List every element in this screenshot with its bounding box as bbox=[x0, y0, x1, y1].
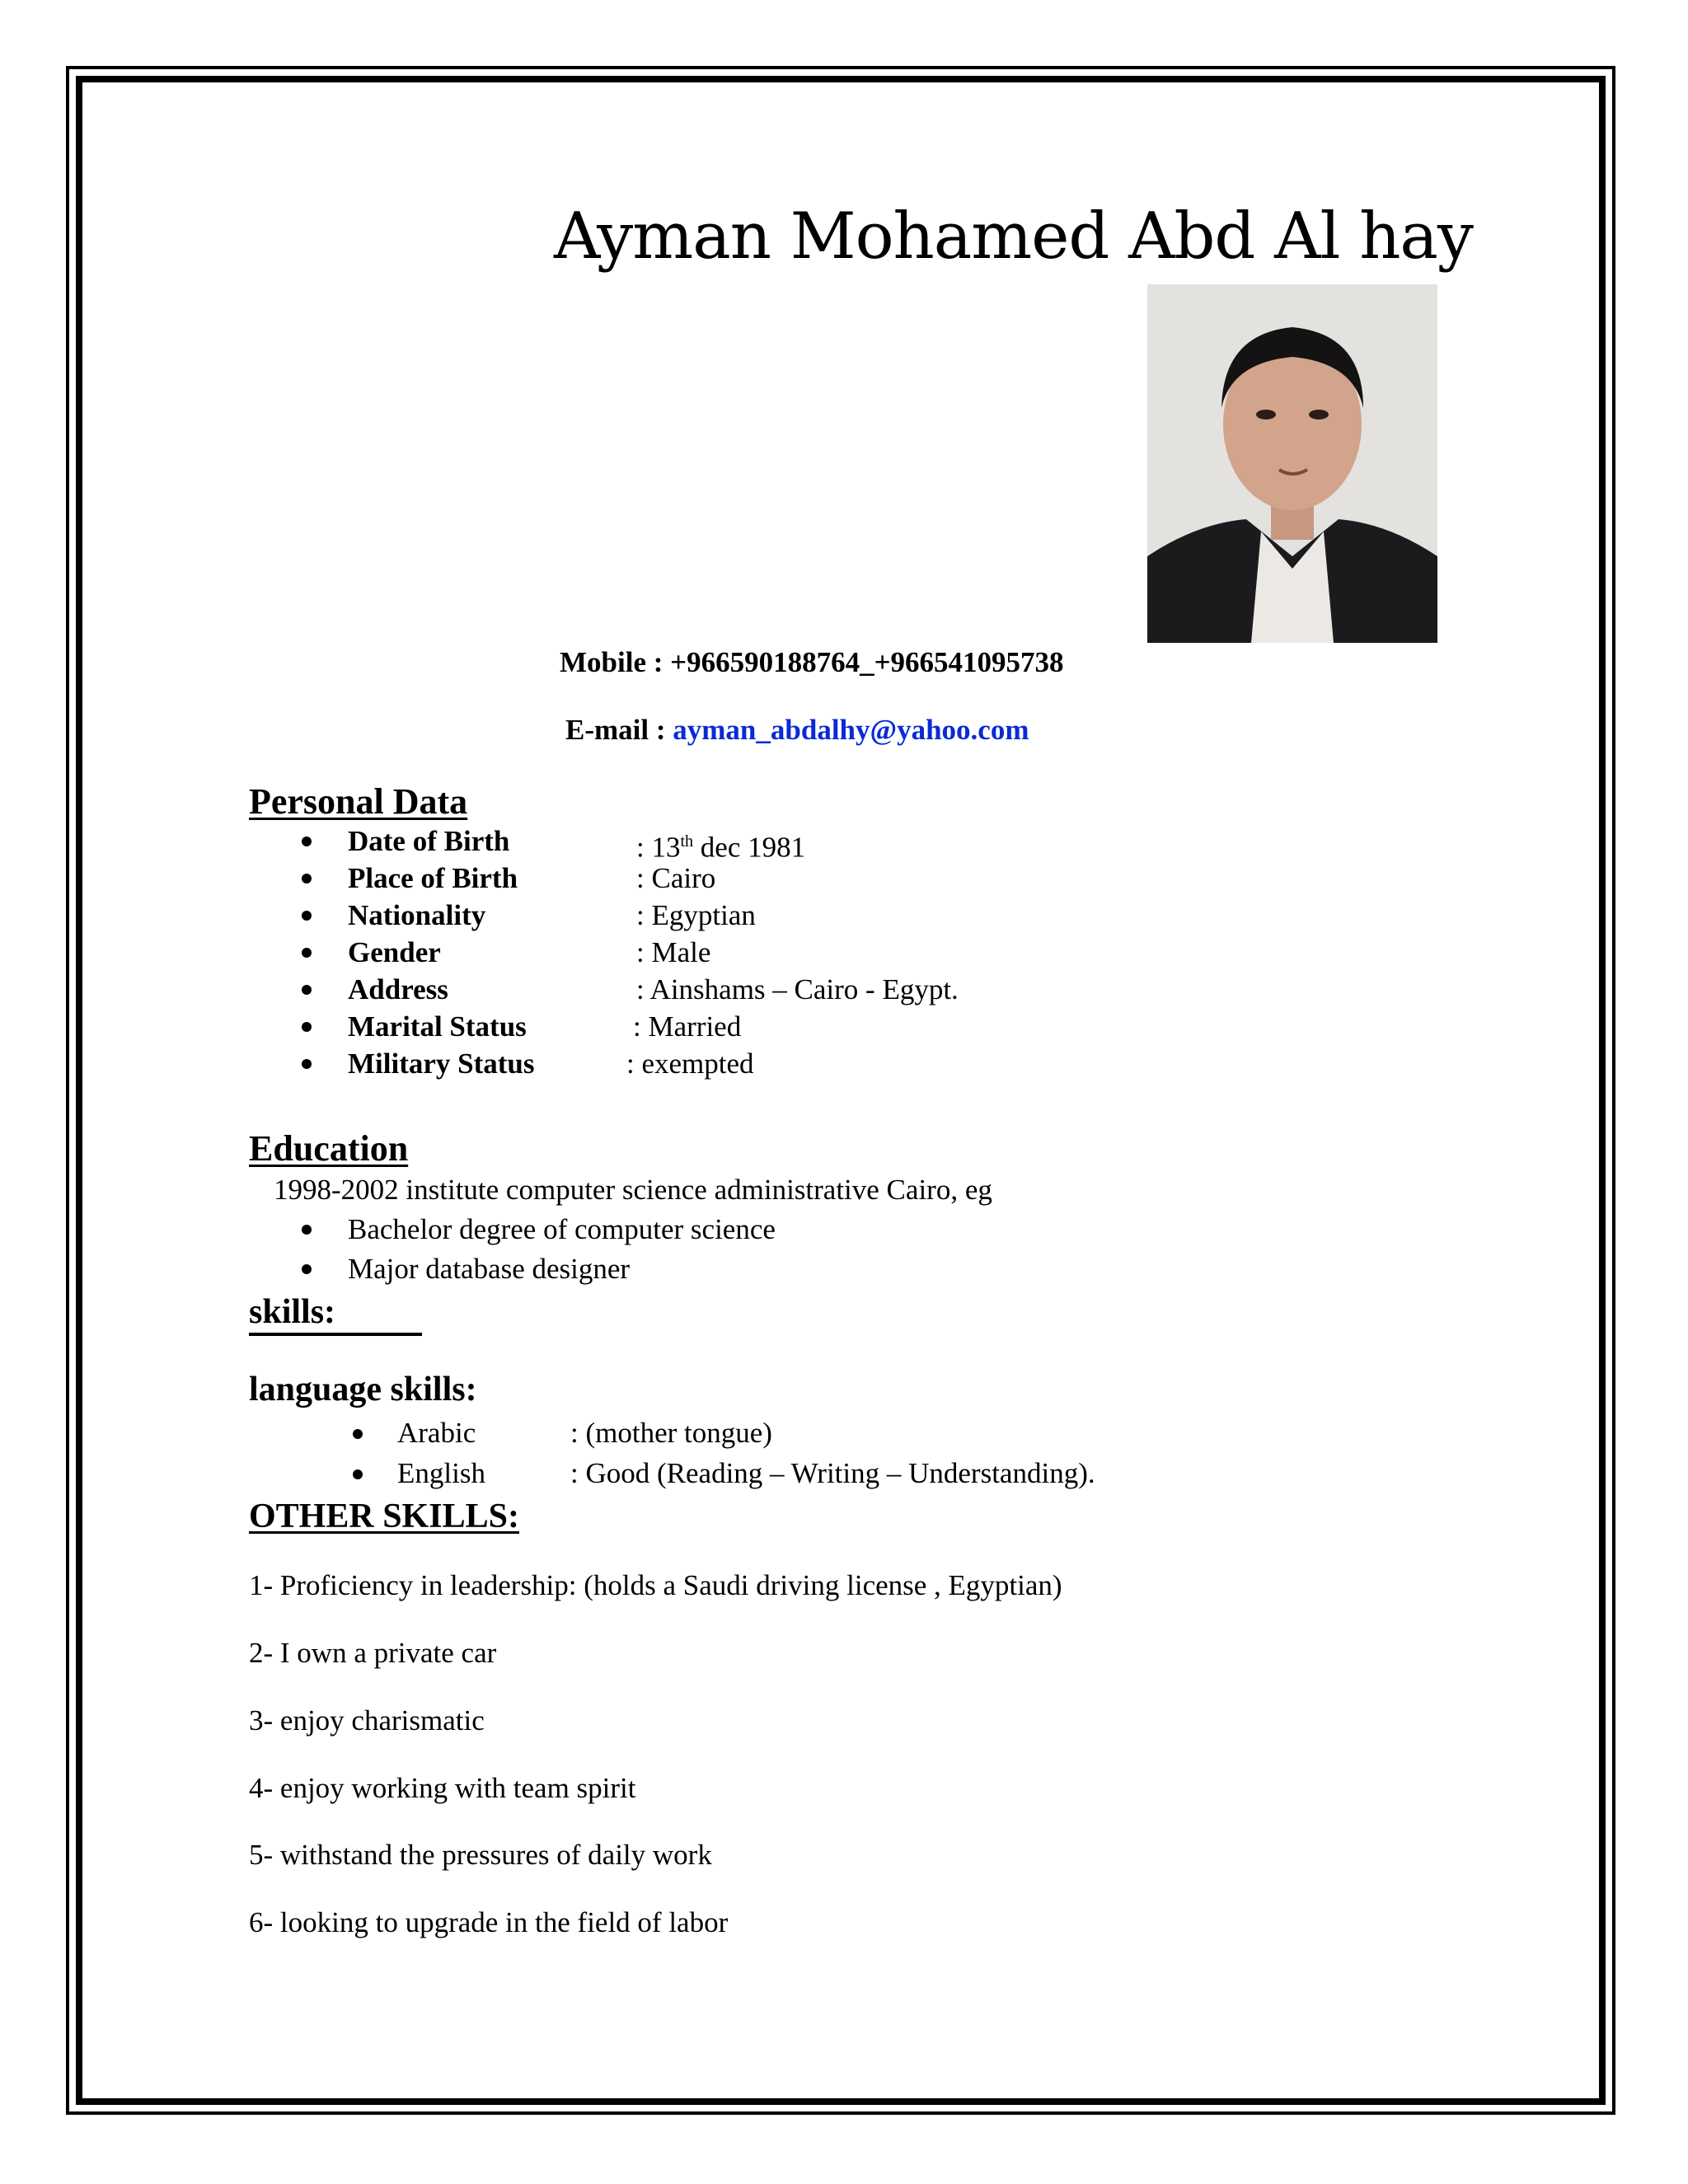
mobile-line bbox=[560, 644, 1064, 681]
list-item: 5- withstand the pressures of daily work bbox=[249, 1839, 712, 1871]
language-level: : (mother tongue) bbox=[570, 1417, 772, 1449]
language-skills-heading: language skills: bbox=[249, 1371, 477, 1408]
mobile-value: +966590188764_+966541095738 bbox=[670, 646, 1064, 678]
field-value: : Male bbox=[636, 936, 711, 968]
field-label: Address bbox=[348, 973, 448, 1005]
education-line: 1998-2002 institute computer science administrative Cairo, eg bbox=[274, 1174, 992, 1206]
field-value: : Egyptian bbox=[636, 899, 756, 931]
bullet-icon bbox=[302, 985, 312, 995]
education-item: Major database designer bbox=[348, 1253, 631, 1285]
email-line bbox=[565, 712, 1029, 748]
education-item: Bachelor degree of computer science bbox=[348, 1213, 776, 1245]
field-label: Date of Birth bbox=[348, 825, 510, 857]
field-value: : exempted bbox=[626, 1047, 754, 1080]
profile-photo bbox=[1147, 284, 1437, 643]
bullet-icon bbox=[302, 1264, 312, 1274]
list-item: 2- I own a private car bbox=[249, 1637, 497, 1669]
field-label: Military Status bbox=[348, 1047, 535, 1080]
profile-photo-image bbox=[1147, 284, 1437, 643]
list-item: 3- enjoy charismatic bbox=[249, 1704, 485, 1736]
field-label: Nationality bbox=[348, 899, 486, 931]
language-name: Arabic bbox=[397, 1417, 476, 1449]
bullet-icon bbox=[302, 911, 312, 921]
personal-data-heading: Personal Data bbox=[249, 781, 468, 822]
list-item: 4- enjoy working with team spirit bbox=[249, 1772, 636, 1804]
field-value: : Ainshams – Cairo - Egypt. bbox=[636, 973, 959, 1005]
bullet-icon bbox=[302, 874, 312, 883]
field-value: : 13th dec 1981 bbox=[636, 831, 806, 864]
mobile-label: Mobile : bbox=[560, 646, 663, 678]
field-label: Marital Status bbox=[348, 1010, 527, 1043]
language-name: English bbox=[397, 1457, 485, 1489]
email-link[interactable]: ayman_abdalhy@yahoo.com bbox=[673, 714, 1029, 746]
bullet-icon bbox=[353, 1469, 363, 1479]
email-label: E-mail : bbox=[565, 714, 666, 746]
candidate-name: Ayman Mohamed Abd Al hay bbox=[554, 199, 1473, 274]
skills-heading: skills: bbox=[249, 1293, 336, 1331]
field-label: Place of Birth bbox=[348, 862, 518, 894]
list-item: 1- Proficiency in leadership: (holds a Saudi driving license , Egyptian) bbox=[249, 1569, 1062, 1601]
field-value: : Cairo bbox=[636, 862, 716, 894]
bullet-icon bbox=[353, 1429, 363, 1439]
bullet-icon bbox=[302, 948, 312, 958]
field-value: : Married bbox=[633, 1010, 742, 1043]
education-heading: Education bbox=[249, 1128, 409, 1169]
field-label: Gender bbox=[348, 936, 441, 968]
bullet-icon bbox=[302, 1225, 312, 1235]
bullet-icon bbox=[302, 1022, 312, 1032]
language-level: : Good (Reading – Writing – Understanding). bbox=[570, 1457, 1095, 1489]
list-item: 6- looking to upgrade in the field of labor bbox=[249, 1906, 729, 1938]
bullet-icon bbox=[302, 837, 312, 846]
skills-underline bbox=[249, 1333, 422, 1336]
bullet-icon bbox=[302, 1059, 312, 1069]
other-skills-heading: OTHER SKILLS: bbox=[249, 1497, 519, 1535]
